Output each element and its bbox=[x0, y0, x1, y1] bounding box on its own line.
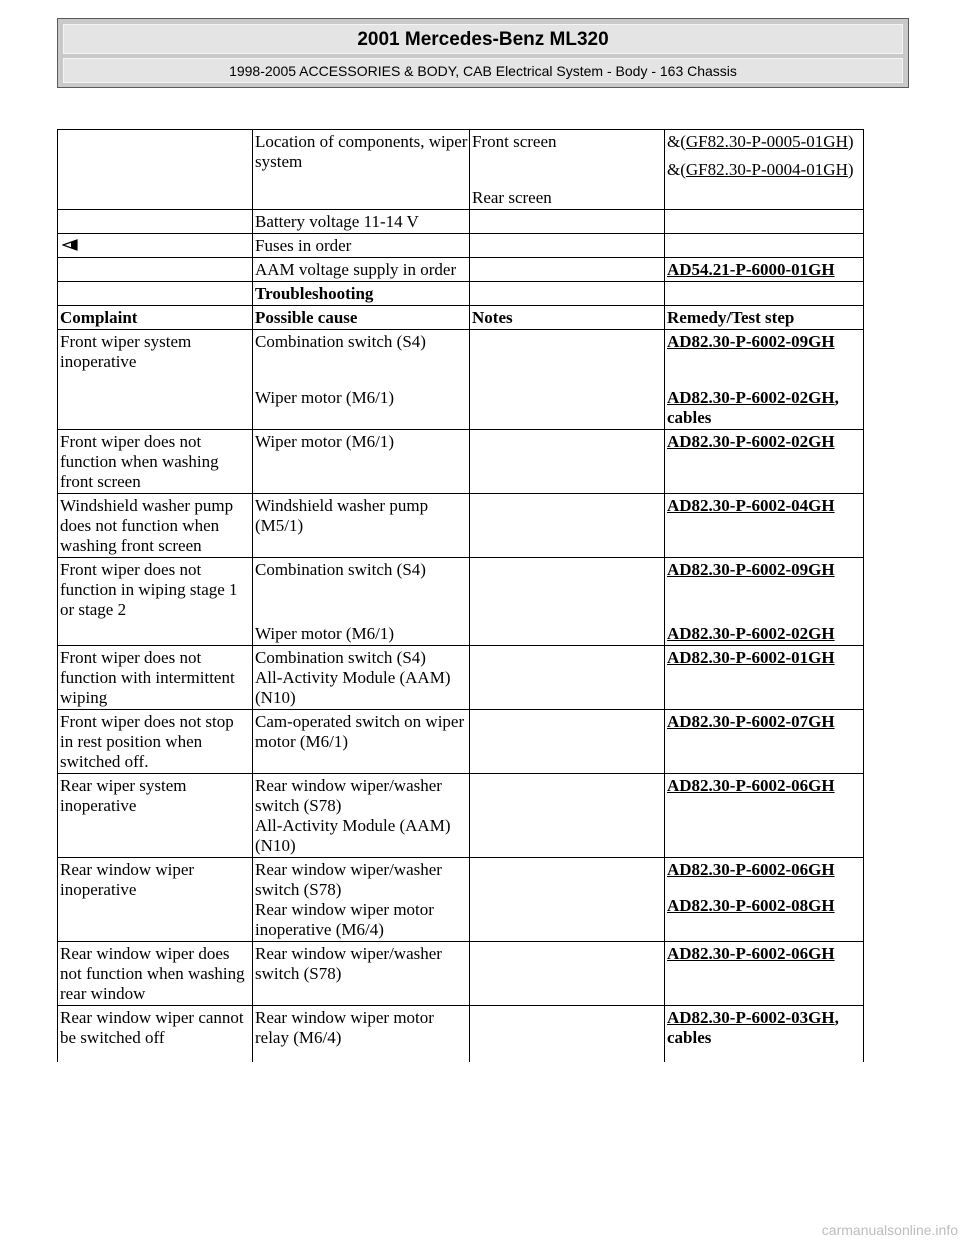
cause-text: Combination switch (S4) bbox=[255, 332, 426, 351]
complaint-cell: Front wiper does not stop in rest position when switched off. bbox=[58, 710, 253, 774]
troubleshooting-heading: Troubleshooting bbox=[253, 282, 470, 306]
cause-text: Rear window wiper/washer switch (S78) bbox=[255, 860, 442, 899]
table-row bbox=[58, 710, 864, 774]
cause-text: Wiper motor (M6/1) bbox=[253, 430, 470, 494]
aam-supply-ref-link[interactable]: AD54.21-P-6000-01GH bbox=[667, 260, 835, 279]
rear-screen-ref-link[interactable]: GF82.30-P-0004-01GH bbox=[685, 160, 848, 179]
remedy-link[interactable]: AD82.30-P-6002-09GH bbox=[667, 332, 835, 351]
complaint-cell: Rear wiper system inoperative bbox=[58, 774, 253, 858]
rear-screen-label: Rear screen bbox=[472, 188, 552, 207]
location-label: Location of components, wiper system bbox=[253, 130, 470, 210]
header-subtitle: 1998-2005 ACCESSORIES & BODY, CAB Electrical System - Body - 163 Chassis bbox=[63, 58, 903, 83]
table-row bbox=[58, 258, 864, 282]
header-title: 2001 Mercedes-Benz ML320 bbox=[63, 24, 903, 54]
table-row bbox=[58, 558, 864, 646]
remedy-link[interactable]: AD82.30-P-6002-02GH bbox=[667, 624, 835, 643]
troubleshooting-table bbox=[57, 129, 864, 1062]
cause-text: Windshield washer pump (M5/1) bbox=[253, 494, 470, 558]
remedy-link[interactable]: AD82.30-P-6002-06GH bbox=[667, 776, 835, 795]
cause-text: All-Activity Module (AAM) (N10) bbox=[255, 816, 451, 855]
table-row bbox=[58, 234, 864, 258]
cause-text: Rear window wiper motor inoperative (M6/4) bbox=[255, 900, 434, 939]
complaint-cell: Front wiper system inoperative bbox=[58, 330, 253, 430]
column-header-row bbox=[58, 306, 864, 330]
cause-text: Cam-operated switch on wiper motor (M6/1) bbox=[253, 710, 470, 774]
battery-voltage: Battery voltage 11-14 V bbox=[253, 210, 470, 234]
table-row: Location of components, wiper system Front screen Rear screen &(GF82.30-P-0005-01GH) &(GF82.30-P-0004-01GH) bbox=[58, 130, 864, 210]
column-header-notes: Notes bbox=[470, 306, 665, 330]
table-row bbox=[58, 774, 864, 858]
table-row bbox=[58, 942, 864, 1006]
remedy-link[interactable]: AD82.30-P-6002-08GH bbox=[667, 896, 835, 915]
remedy-link[interactable]: AD82.30-P-6002-01GH bbox=[667, 648, 835, 667]
cause-text: Combination switch (S4) bbox=[255, 560, 426, 579]
aam-supply-label: AAM voltage supply in order bbox=[253, 258, 470, 282]
remedy-link[interactable]: AD82.30-P-6002-06GH bbox=[667, 944, 835, 963]
remedy-link[interactable]: AD82.30-P-6002-06GH bbox=[667, 860, 835, 879]
front-screen-label: Front screen bbox=[472, 132, 557, 151]
cause-text: Wiper motor (M6/1) bbox=[255, 624, 395, 643]
table-row bbox=[58, 858, 864, 942]
complaint-cell: Front wiper does not function when washing front screen bbox=[58, 430, 253, 494]
remedy-link[interactable]: AD82.30-P-6002-09GH bbox=[667, 560, 835, 579]
cause-text: Rear window wiper/washer switch (S78) bbox=[253, 942, 470, 1006]
table-row bbox=[58, 494, 864, 558]
fuses-label: Fuses in order bbox=[253, 234, 470, 258]
column-header-complaint: Complaint bbox=[58, 306, 253, 330]
cause-text: Rear window wiper/washer switch (S78) bbox=[255, 776, 442, 815]
watermark: carmanualsonline.info bbox=[821, 1222, 958, 1238]
note-pointer-icon bbox=[62, 239, 78, 251]
remedy-link[interactable]: AD82.30-P-6002-02GH bbox=[667, 432, 835, 451]
complaint-cell: Front wiper does not function with intermittent wiping bbox=[58, 646, 253, 710]
complaint-cell: Windshield washer pump does not function when washing front screen bbox=[58, 494, 253, 558]
table-row bbox=[58, 646, 864, 710]
table-row bbox=[58, 282, 864, 306]
cause-text: Rear window wiper motor relay (M6/4) bbox=[253, 1006, 470, 1062]
column-header-cause: Possible cause bbox=[253, 306, 470, 330]
remedy-link[interactable]: AD82.30-P-6002-07GH bbox=[667, 712, 835, 731]
table-row: Front wiper system inoperative Combination switch (S4) Wiper motor (M6/1) AD82.30-P-6002-09GH AD82.30-P-6002-02GH, cables bbox=[58, 330, 864, 430]
complaint-cell: Front wiper does not function in wiping stage 1 or stage 2 bbox=[58, 558, 253, 646]
column-header-remedy: Remedy/Test step bbox=[665, 306, 864, 330]
complaint-cell: Rear window wiper does not function when washing rear window bbox=[58, 942, 253, 1006]
remedy-link[interactable]: AD82.30-P-6002-04GH bbox=[667, 496, 835, 515]
cause-text: All-Activity Module (AAM) (N10) bbox=[255, 668, 451, 707]
remedy-link[interactable]: AD82.30-P-6002-03GH bbox=[667, 1008, 835, 1027]
cause-text: Wiper motor (M6/1) bbox=[255, 388, 395, 407]
remedy-link[interactable]: AD82.30-P-6002-02GH bbox=[667, 388, 835, 407]
complaint-cell: Rear window wiper cannot be switched off bbox=[58, 1006, 253, 1062]
cause-text: Combination switch (S4) bbox=[255, 648, 426, 667]
page-header bbox=[57, 18, 909, 88]
table-row bbox=[58, 210, 864, 234]
table-row: Rear window wiper cannot be switched off Rear window wiper motor relay (M6/4) AD82.30-P-6002-03GH, cables bbox=[58, 1006, 864, 1062]
table-row bbox=[58, 430, 864, 494]
complaint-cell: Rear window wiper inoperative bbox=[58, 858, 253, 942]
front-screen-ref-link[interactable]: GF82.30-P-0005-01GH bbox=[685, 132, 848, 151]
